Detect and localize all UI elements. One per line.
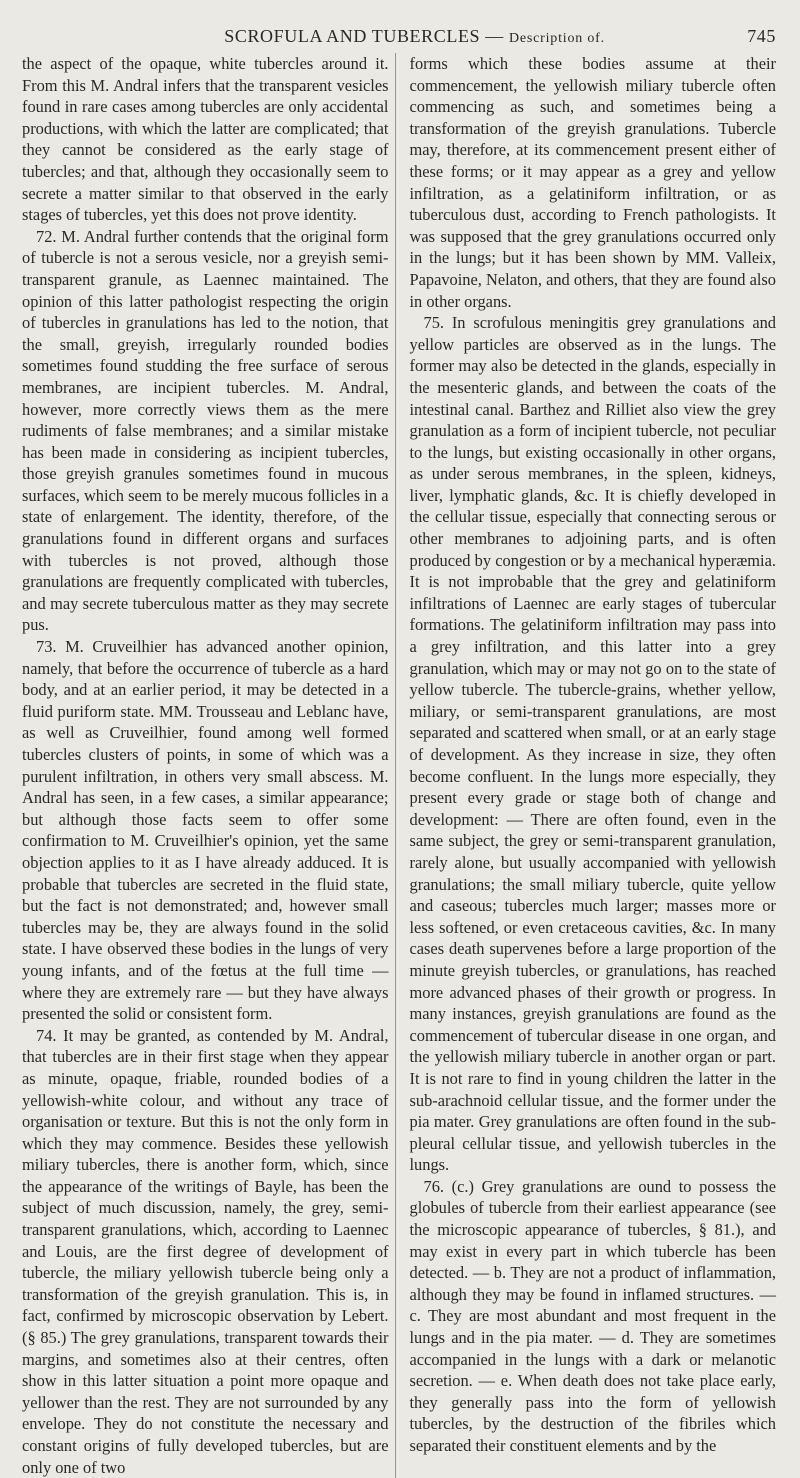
paragraph: 74. It may be granted, as contended by M. Andral, that tubercles are in their first stage when they appear as minute, opaque, friable, rounded bodies of a yellowish-white colour, and without any trace of organisation or texture. But this is not the only form in which they may commence. Besides these yellowish miliary tubercles, there is another form, which, since the appearance of the writings of Bayle, has been the subject of much discussion, namely, the grey, semi-transparent granulations, which, according to Laennec and Louis, are the first degree of development of tubercle, the miliary yellowish tubercle being only a transformation of the greyish granulation. This is, in fact, confirmed by microscopic observation by Lebert. (§ 85.) The grey granulations, transparent towards their margins, and sometimes also at their centres, often show in this latter situation a point more opaque and yellower than the rest. They are not surrounded by any envelope. They do not constitute the necessary and constant origins of fully developed tubercles, but are only one of two — [22, 1025, 389, 1477]
paragraph: 72. M. Andral further contends that the original form of tubercle is not a serous vesicle, nor a greyish semi-transparent granule, as Laennec maintained. The opinion of this latter pathologist respecting the origin of tubercles in granulations has led to the notion, that the small, greyish, irregularly rounded bodies sometimes found studding the free surface of serous membranes, are incipient tubercles. M. Andral, however, more correctly views them as the mere rudiments of false membranes; and a similar mistake has been made in considering as incipient tubercles, those greyish granules sometimes found in mucous surfaces, which seem to be merely mucous follicles in a state of enlargement. The identity, therefore, of the granulations found in different organs and surfaces with tubercles is not proved, although those granulations are frequently complicated with tubercles, and may secrete tuberculous matter as they may secrete pus. — [22, 226, 389, 635]
left-column — [22, 53, 396, 1478]
running-head — [22, 26, 776, 47]
text-columns — [22, 53, 776, 1478]
running-title-sub: Description of. — [508, 31, 605, 46]
running-title-main: SCROFULA AND TUBERCLES — [224, 26, 481, 46]
page-number: 745 — [747, 26, 776, 46]
paragraph: 76. (c.) Grey granulations are ound to possess the globules of tubercle from their earliest appearance (see the microscopic appearance of tubercles, § 81.), and may exist in every part in which tubercle has been detected. — b. They are not a product of inflammation, although they may be found in inflamed structures. — c. They are most abundant and most frequent in the lungs and in the pia mater. — d. They are sometimes accompanied in the lungs with a dark or melanotic secretion. — e. When death does not take place early, they generally pass into the form of yellowish tubercles, by the destruction of the fibriles which separated their constituent elements and by the — [409, 1176, 776, 1455]
paragraph: 73. M. Cruveilhier has advanced another opinion, namely, that before the occurrence of tubercle as a hard body, and at an earlier period, it may be detected in a fluid puriform state. MM. Trousseau and Leblanc have, as well as Cruveilhier, found among well formed tubercles clusters of points, in some of which was a purulent infiltration, in others very small abscess. M. Andral has seen, in a few cases, a similar appearance; but although those facts seem to offer some confirmation to M. Cruveilhier's opinion, yet the same objection applies to it as I have already adduced. It is probable that tubercles are secreted in the fluid state, but the fact is not demonstrated; and, however small tubercles may be, they are always found in the solid state. I have observed these bodies in the lungs of very young infants, and of the fœtus at the full time — where they are extremely rare — but they have always presented the solid or consistent form. — [22, 637, 389, 1024]
paragraph: 75. In scrofulous meningitis grey granulations and yellow particles are observed as in the lungs. The former may also be detected in the glands, especially in the mesenteric glands, and between the coats of the intestinal canal. Barthez and Rilliet also view the grey granulation as a form of incipient tubercle, not peculiar to the lungs, but existing occasionally in other organs, as under serous membranes, in the spleen, kidneys, liver, lymphatic glands, &c. It is chiefly developed in the cellular tissue, especially that connecting serous or other membranes to adjoining parts, and is often produced by congestion or by a mechanical hyperæmia. It is not improbable that the grey and gelatiniform infiltrations of Laennec are early stages of tubercular formations. The gelatiniform infiltration may pass into a grey infiltration, and this latter into a grey granulation, which may or may not go on to the state of yellow tubercle. The tubercle-grains, whether yellow, miliary, or semi-transparent granulations, are most separated and scattered when small, or at an early stage of development. As they increase in size, they often become confluent. In the lungs more especially, they present every grade or stage both of change and development: — There are often found, even in the same subject, the grey or semi-transparent granulation, rarely alone, but usually accompanied with yellowish granulations; the small miliary tubercle, quite yellow and caseous; tubercles much larger; masses more or less softened, or even cretaceous cavities, &c. In many cases death supervenes before a large proportion of the minute greyish tubercles, or granulations, has reached more advanced phases of their growth or progress. In many instances, greyish granulations are found as the commencement of tubercular disease in one organ, and the yellowish miliary tubercle in another organ or part. It is not rare to find in young children the latter in the sub-arachnoid cellular tissue, and the former under the pia mater. Grey granulations are often found in the sub-pleural cellular tissue, and yellowish tubercles in the lungs. — [409, 313, 776, 1175]
paragraph: the aspect of the opaque, white tubercles around it. From this M. Andral infers that the transparent vesicles found in rare cases among tubercles are only accidental productions, with which the latter are complicated; that they cannot be considered as the early stage of tubercles; and that, although they occasionally seem to secrete a matter similar to that observed in the early stages of tubercles, yet this does not prove identity. — [22, 54, 389, 225]
running-title-dash: — — [480, 26, 509, 46]
paragraph: forms which these bodies assume at their commencement, the yellowish miliary tubercle often commencing as such, and sometimes being a transformation of the greyish granulations. Tubercle may, therefore, at its commencement present either of these forms; or it may appear as a grey and yellow infiltration, as a gelatiniform infiltration, or as tuberculous dust, according to French pathologists. It was supposed that the grey granulations occurred only in the lungs; but it has been shown by MM. Valleix, Papavoine, Nelaton, and others, that they are found also in other organs. — [409, 54, 776, 311]
running-title — [22, 26, 747, 47]
right-column — [410, 53, 777, 1478]
